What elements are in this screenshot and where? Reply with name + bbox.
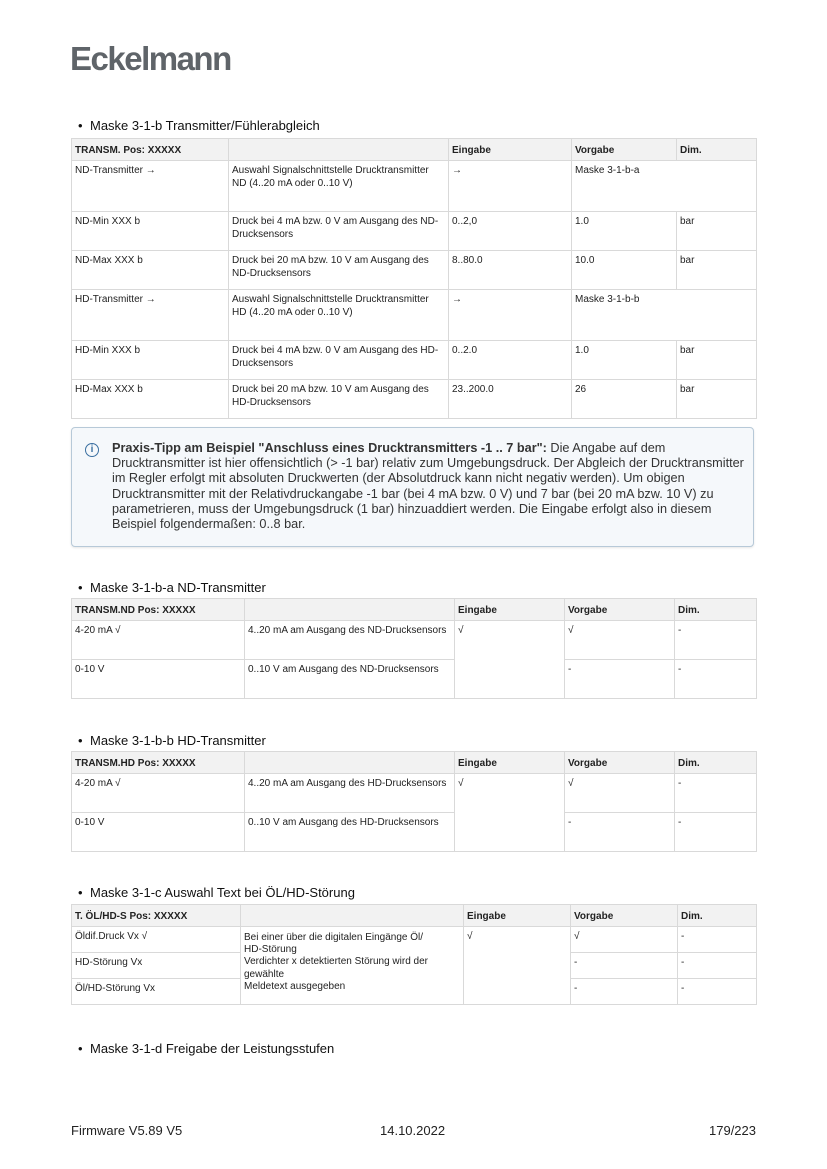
cell-description: 0..10 V am Ausgang des HD-Drucksensors	[245, 813, 455, 852]
table-row	[72, 774, 757, 813]
header-cell: Vorgabe	[572, 139, 677, 161]
cell-default: -	[571, 953, 678, 979]
section-title: • Maske 3-1-b-b HD-Transmitter	[78, 733, 266, 748]
cell-default: Maske 3-1-b-a	[572, 161, 757, 212]
table-row	[72, 660, 757, 699]
header-cell: Vorgabe	[565, 752, 675, 774]
cell-default: -	[565, 813, 675, 852]
section-title-text: Maske 3-1-b Transmitter/Fühlerabgleich	[90, 118, 320, 133]
cell-description	[241, 927, 464, 1005]
cell-dim: -	[675, 660, 757, 699]
table-row	[72, 290, 757, 341]
cell-default: -	[571, 979, 678, 1005]
cell-default: 26	[572, 380, 677, 419]
table-row	[72, 813, 757, 852]
header-cell: Vorgabe	[565, 599, 675, 621]
cell-default: √	[571, 927, 678, 953]
description-line: Bei einer über die digitalen Eingänge Öl/	[244, 932, 424, 943]
header-cell: TRANSM.HD Pos: XXXXX	[72, 752, 245, 774]
cell-parameter: 4-20 mA √	[72, 774, 245, 813]
table-nd-transmitter	[71, 598, 757, 699]
cell-input: √	[455, 774, 565, 852]
section-title: • Maske 3-1-c Auswahl Text bei ÖL/HD-Störung	[78, 885, 355, 900]
header-cell: Dim.	[677, 139, 757, 161]
footer-date: 14.10.2022	[380, 1123, 446, 1138]
footer-page-number: 179/223	[709, 1123, 756, 1138]
cell-input: →	[449, 290, 572, 341]
table-row	[72, 380, 757, 419]
description-line: Meldetext ausgegeben	[244, 980, 346, 992]
header-cell: Dim.	[678, 905, 757, 927]
tip-heading: Praxis-Tipp am Beispiel "Anschluss eines Drucktransmitters -1 .. 7 bar":	[112, 441, 547, 455]
table-oil-hd-fault	[71, 904, 757, 1005]
cell-input: →	[449, 161, 572, 212]
section-title-text: Maske 3-1-b-b HD-Transmitter	[90, 733, 266, 748]
cell-default: 10.0	[572, 251, 677, 290]
section-title: • Maske 3-1-b-a ND-Transmitter	[78, 580, 266, 595]
table-header-row	[72, 139, 757, 161]
cell-parameter: Öl/HD-Störung Vx	[72, 979, 241, 1005]
company-logo: Eckelmann	[70, 40, 231, 77]
table-header-row	[72, 905, 757, 927]
cell-parameter: HD-Min XXX b	[72, 341, 229, 380]
section-title-text: Maske 3-1-c Auswahl Text bei ÖL/HD-Störung	[90, 885, 355, 900]
header-cell: Dim.	[675, 599, 757, 621]
description-line: gewählte	[244, 968, 285, 980]
cell-parameter: HD-Max XXX b	[72, 380, 229, 419]
header-cell: Eingabe	[449, 139, 572, 161]
cell-description: 0..10 V am Ausgang des ND-Drucksensors	[245, 660, 455, 699]
section-title-text: Maske 3-1-d Freigabe der Leistungsstufen	[90, 1041, 335, 1056]
header-cell	[241, 905, 464, 927]
header-cell: TRANSM. Pos: XXXXX	[72, 139, 229, 161]
table-row	[72, 341, 757, 380]
cell-input: 23..200.0	[449, 380, 572, 419]
footer-firmware: Firmware V5.89 V5	[71, 1123, 183, 1138]
table-row	[72, 927, 757, 953]
header-cell	[245, 599, 455, 621]
cell-dim: -	[675, 621, 757, 660]
cell-input: 0..2,0	[449, 212, 572, 251]
header-cell	[245, 752, 455, 774]
cell-default: 1.0	[572, 212, 677, 251]
cell-description: Auswahl Signalschnittstelle Drucktransmitter ND (4..20 mA oder 0..10 V)	[229, 161, 449, 212]
cell-dim: -	[678, 927, 757, 953]
cell-dim: -	[678, 979, 757, 1005]
cell-input: √	[455, 621, 565, 699]
table-header-row	[72, 752, 757, 774]
cell-dim: bar	[677, 341, 757, 380]
cell-input: 0..2.0	[449, 341, 572, 380]
info-icon: i	[85, 443, 99, 457]
cell-description: Druck bei 4 mA bzw. 0 V am Ausgang des ND-Drucksensors	[229, 212, 449, 251]
header-cell	[229, 139, 449, 161]
tip-text	[112, 441, 748, 532]
cell-parameter: HD-Störung Vx	[72, 953, 241, 979]
cell-parameter: 4-20 mA √	[72, 621, 245, 660]
table-row	[72, 251, 757, 290]
cell-parameter: ND-Min XXX b	[72, 212, 229, 251]
cell-description: 4..20 mA am Ausgang des HD-Drucksensors	[245, 774, 455, 813]
cell-parameter: 0-10 V	[72, 813, 245, 852]
cell-dim: bar	[677, 212, 757, 251]
header-cell: Eingabe	[464, 905, 571, 927]
table-hd-transmitter	[71, 751, 757, 852]
tip-body: Die Angabe auf dem Drucktransmitter ist hier offensichtlich (> -1 bar) relativ zum Umgebungsdruck. Der Abgleich der Drucktransmitter im Regler erfolgt mit absoluten Druckwerten (der Absolutdruck kann nicht negativ werden). Um obigen Drucktransmitter mit der Relativdruckangabe -1 bar (bei 4 mA bzw. 0 V) und 7 bar (bei 20 mA bzw. 10 V) zu parametrieren, muss der Umgebungsdruck (1 bar) hinzuaddiert werden. Die Eingabe erfolgt also in diesem Beispiel folgendermaßen: 0..8 bar.	[112, 441, 744, 532]
cell-description: 4..20 mA am Ausgang des ND-Drucksensors	[245, 621, 455, 660]
cell-default: √	[565, 621, 675, 660]
cell-description: Auswahl Signalschnittstelle Drucktransmitter HD (4..20 mA oder 0..10 V)	[229, 290, 449, 341]
cell-description: Druck bei 20 mA bzw. 10 V am Ausgang des HD-Drucksensors	[229, 380, 449, 419]
table-row	[72, 621, 757, 660]
header-cell: Vorgabe	[571, 905, 678, 927]
table-transmitter	[71, 138, 757, 419]
header-cell: T. ÖL/HD-S Pos: XXXXX	[72, 905, 241, 927]
cell-default: -	[565, 660, 675, 699]
description-line: Verdichter x detektierten Störung wird der	[244, 956, 428, 968]
header-cell: TRANSM.ND Pos: XXXXX	[72, 599, 245, 621]
cell-parameter: ND-Transmitter →	[72, 161, 229, 212]
header-cell: Eingabe	[455, 599, 565, 621]
cell-default: Maske 3-1-b-b	[572, 290, 757, 341]
cell-input: 8..80.0	[449, 251, 572, 290]
table-header-row	[72, 599, 757, 621]
header-cell: Eingabe	[455, 752, 565, 774]
cell-description: Druck bei 4 mA bzw. 0 V am Ausgang des HD-Drucksensors	[229, 341, 449, 380]
section-title: • Maske 3-1-b Transmitter/Fühlerabgleich	[78, 118, 320, 133]
cell-parameter: HD-Transmitter →	[72, 290, 229, 341]
cell-dim: -	[675, 813, 757, 852]
cell-parameter: ND-Max XXX b	[72, 251, 229, 290]
table-row	[72, 161, 757, 212]
cell-description: Druck bei 20 mA bzw. 10 V am Ausgang des ND-Drucksensors	[229, 251, 449, 290]
header-cell: Dim.	[675, 752, 757, 774]
cell-input: √	[464, 927, 571, 1005]
section-title: • Maske 3-1-d Freigabe der Leistungsstufen	[78, 1041, 335, 1056]
cell-dim: -	[675, 774, 757, 813]
cell-parameter: 0-10 V	[72, 660, 245, 699]
cell-dim: bar	[677, 380, 757, 419]
cell-parameter: Öldif.Druck Vx √	[72, 927, 241, 953]
cell-dim: bar	[677, 251, 757, 290]
practice-tip-box	[71, 427, 754, 547]
section-title-text: Maske 3-1-b-a ND-Transmitter	[90, 580, 266, 595]
table-row	[72, 212, 757, 251]
cell-default: 1.0	[572, 341, 677, 380]
cell-default: √	[565, 774, 675, 813]
description-line: HD-Störung	[244, 944, 297, 956]
cell-dim: -	[678, 953, 757, 979]
